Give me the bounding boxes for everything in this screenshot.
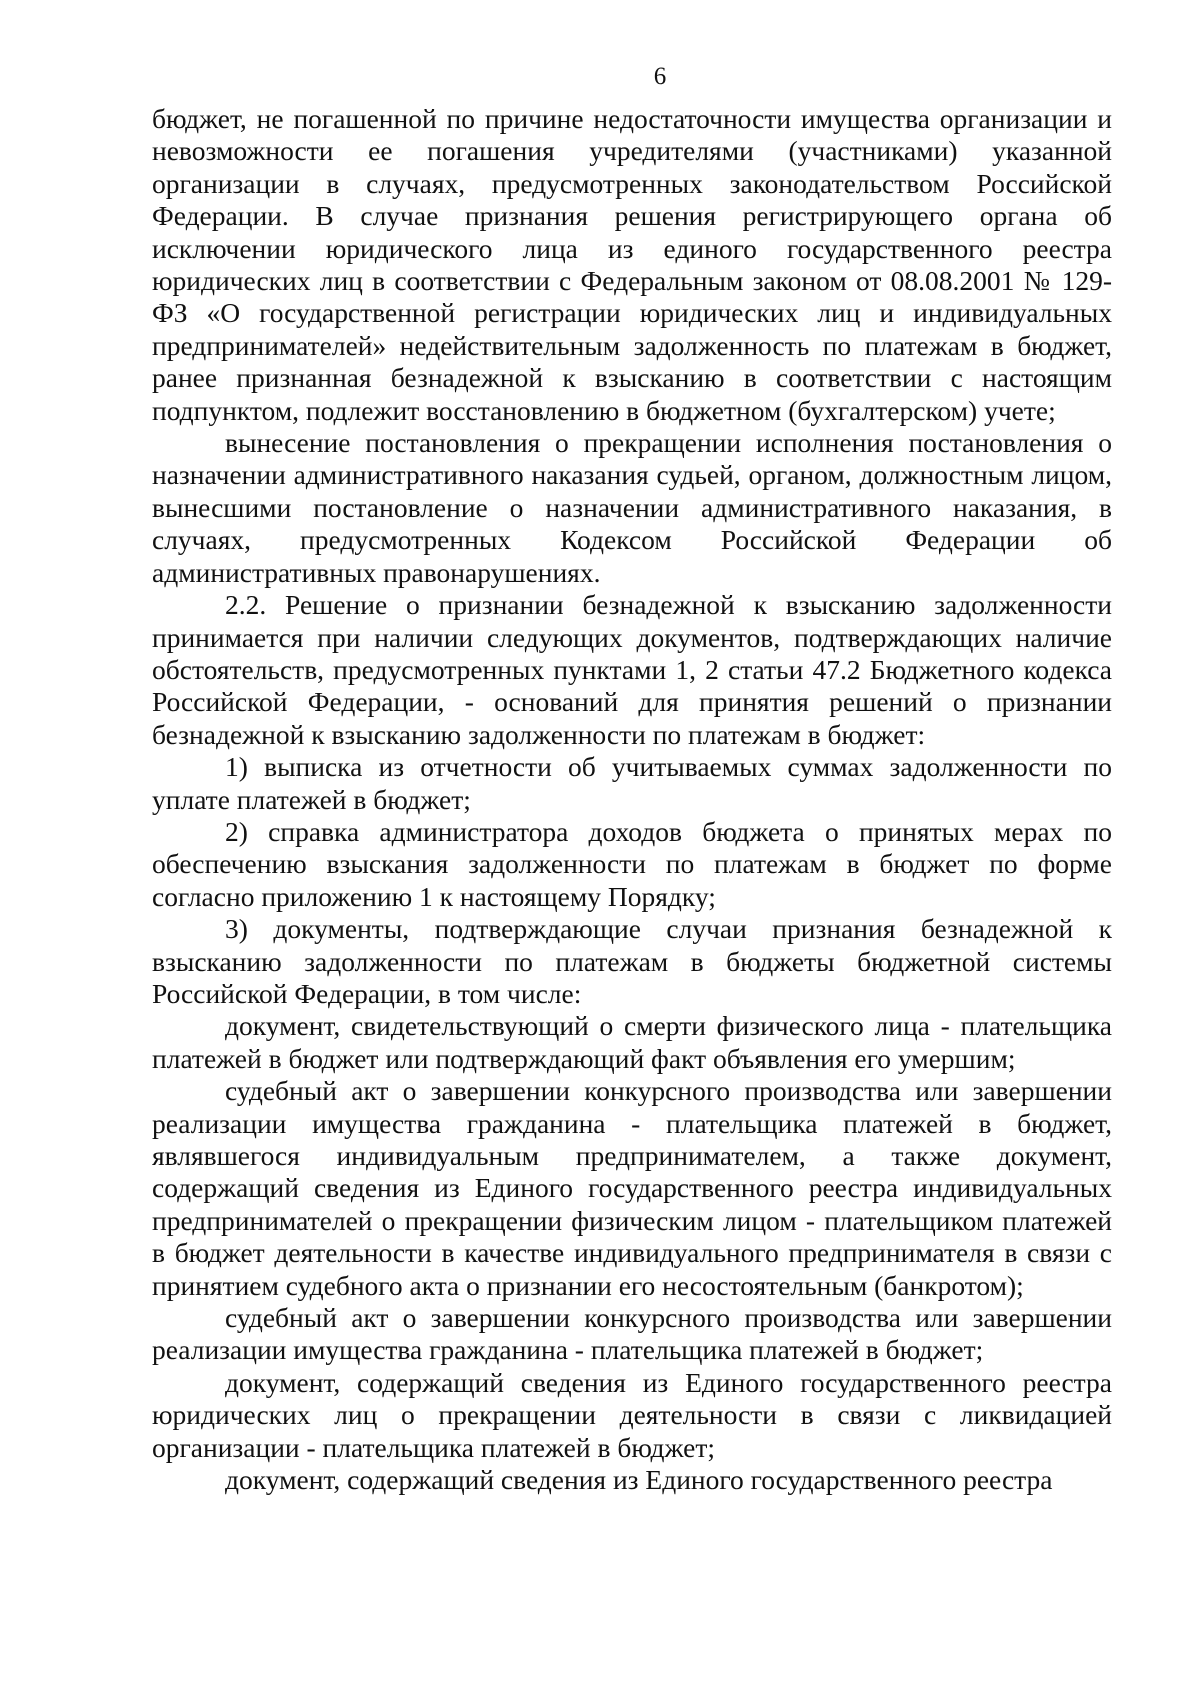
paragraph-continuation: бюджет, не погашенной по причине недостаточности имущества организации и невозможности ее погашения учредителями (участниками) указанной организации в случаях, предусмотренных законодательством Российской Федерации. В случае признания решения регистрирующего органа об исключении юридического лица из единого государственного реестра юридических лиц в соответствии с Федеральным законом от 08.08.2001 № 129-ФЗ «О государственной регистрации юридических лиц и индивидуальных предпринимателей» недействительным задолженность по платежам в бюджет, ранее признанная безнадежной к взысканию в соответствии с настоящим подпунктом, подлежит восстановлению в бюджетном (бухгалтерском) учете;: [152, 103, 1112, 426]
sub-item-bankruptcy-entrepreneur: судебный акт о завершении конкурсного производства или завершении реализации имущества гражданина - плательщика платежей в бюджет, являвшегося индивидуальным предпринимателем, а также документ, содержащий сведения из Единого государственного реестра индивидуальных предпринимателей о прекращении физическим лицом - плательщиком платежей в бюджет деятельности в качестве индивидуального предпринимателя в связи с принятием судебного акта о признании его несостоятельным (банкротом);: [152, 1075, 1112, 1301]
sub-item-liquidation: документ, содержащий сведения из Единого государственного реестра юридических лиц о прекращении деятельности в связи с ликвидацией организации - плательщика платежей в бюджет;: [152, 1366, 1112, 1463]
page-number: 6: [653, 63, 667, 90]
list-item-2: 2) справка администратора доходов бюджета о принятых мерах по обеспечению взыскания задолженности по платежам в бюджет по форме согласно приложению 1 к настоящему Порядку;: [152, 815, 1112, 912]
sub-item-bankruptcy-citizen: судебный акт о завершении конкурсного производства или завершении реализации имущества гражданина - плательщика платежей в бюджет;: [152, 1302, 1112, 1366]
list-item-1: 1) выписка из отчетности об учитываемых суммах задолженности по уплате платежей в бюджет;: [152, 751, 1112, 815]
paragraph: вынесение постановления о прекращении исполнения постановления о назначении административного наказания судьей, органом, должностным лицом, вынесшими постановление о назначении административного наказания, в случаях, предусмотренных Кодексом Российской Федерации об административных правонарушениях.: [152, 427, 1112, 588]
sub-item-death-document: документ, свидетельствующий о смерти физического лица - плательщика платежей в бюджет или подтверждающий факт объявления его умершим;: [152, 1010, 1112, 1074]
document-body: [152, 103, 1112, 1496]
section-2-2-paragraph: 2.2. Решение о признании безнадежной к взысканию задолженности принимается при наличии следующих документов, подтверждающих наличие обстоятельств, предусмотренных пунктами 1, 2 статьи 47.2 Бюджетного кодекса Российской Федерации, - оснований для принятия решений о признании безнадежной к взысканию задолженности по платежам в бюджет:: [152, 589, 1112, 750]
sub-item-registry-document: документ, содержащий сведения из Единого государственного реестра: [225, 1464, 1053, 1496]
list-item-3: 3) документы, подтверждающие случаи признания безнадежной к взысканию задолженности по платежам в бюджеты бюджетной системы Российской Федерации, в том числе:: [152, 913, 1112, 1009]
